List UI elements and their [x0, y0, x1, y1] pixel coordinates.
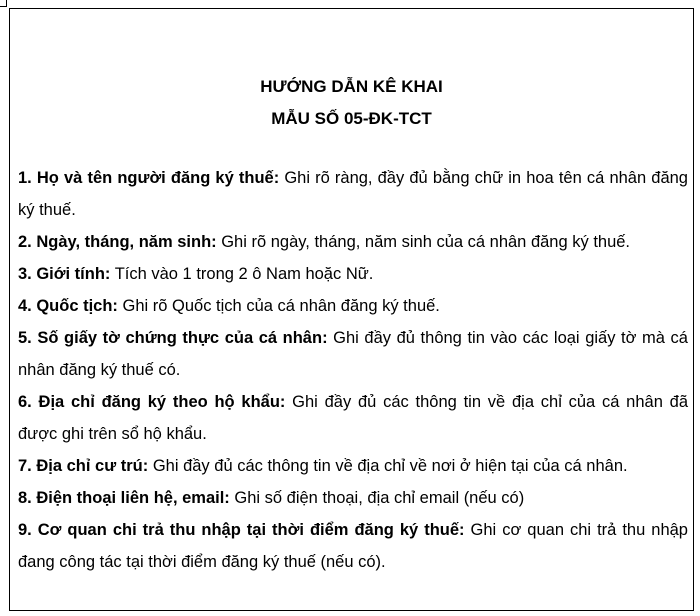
instruction-item: [18, 322, 688, 386]
instruction-item: [18, 162, 688, 226]
item-text: Ghi đầy đủ thông tin vào các loại giấy tờ mà cá nhân đăng ký thuế có.: [18, 329, 688, 379]
item-label: 7. Địa chỉ cư trú:: [18, 457, 149, 475]
document-frame: [9, 8, 694, 611]
item-label: 8. Điện thoại liên hệ, email:: [18, 489, 230, 507]
item-text: Ghi rõ ngày, tháng, năm sinh của cá nhân đăng ký thuế.: [216, 233, 631, 251]
item-text: Ghi số điện thoại, địa chỉ email (nếu có): [229, 489, 525, 507]
instruction-list: [18, 162, 688, 578]
title-line-1: HƯỚNG DẪN KÊ KHAI: [260, 77, 443, 96]
item-text: Ghi đầy đủ các thông tin về địa chỉ của cá nhân đã được ghi trên sổ hộ khẩu.: [18, 393, 689, 443]
instruction-item: [18, 258, 688, 290]
item-label: 2. Ngày, tháng, năm sinh:: [18, 233, 217, 251]
title-line-2: MẪU SỐ 05-ĐK-TCT: [271, 109, 432, 128]
item-label: 1. Họ và tên người đăng ký thuế:: [18, 169, 280, 187]
instruction-item: [18, 450, 688, 482]
item-label: 4. Quốc tịch:: [18, 297, 118, 315]
item-text: Ghi đầy đủ các thông tin về địa chỉ về nơi ở hiện tại của cá nhân.: [148, 457, 628, 475]
item-label: 5. Số giấy tờ chứng thực của cá nhân:: [18, 329, 328, 347]
instruction-item: [18, 482, 688, 514]
document-title: [10, 71, 693, 135]
instruction-item: [18, 290, 688, 322]
instruction-item: [18, 514, 688, 578]
item-label: 3. Giới tính:: [18, 265, 111, 283]
item-text: Ghi rõ Quốc tịch của cá nhân đăng ký thuế.: [117, 297, 440, 315]
corner-crop-mark: [0, 0, 7, 7]
instruction-item: [18, 226, 688, 258]
item-text: Ghi cơ quan chi trả thu nhập đang công tác tại thời điểm đăng ký thuế (nếu có).: [18, 521, 688, 571]
item-label: 6. Địa chỉ đăng ký theo hộ khẩu:: [18, 393, 286, 411]
instruction-item: [18, 386, 688, 450]
item-text: Tích vào 1 trong 2 ô Nam hoặc Nữ.: [110, 265, 374, 283]
item-label: 9. Cơ quan chi trả thu nhập tại thời điểm đăng ký thuế:: [18, 521, 465, 539]
item-text: Ghi rõ ràng, đầy đủ bằng chữ in hoa tên cá nhân đăng ký thuế.: [18, 169, 688, 219]
